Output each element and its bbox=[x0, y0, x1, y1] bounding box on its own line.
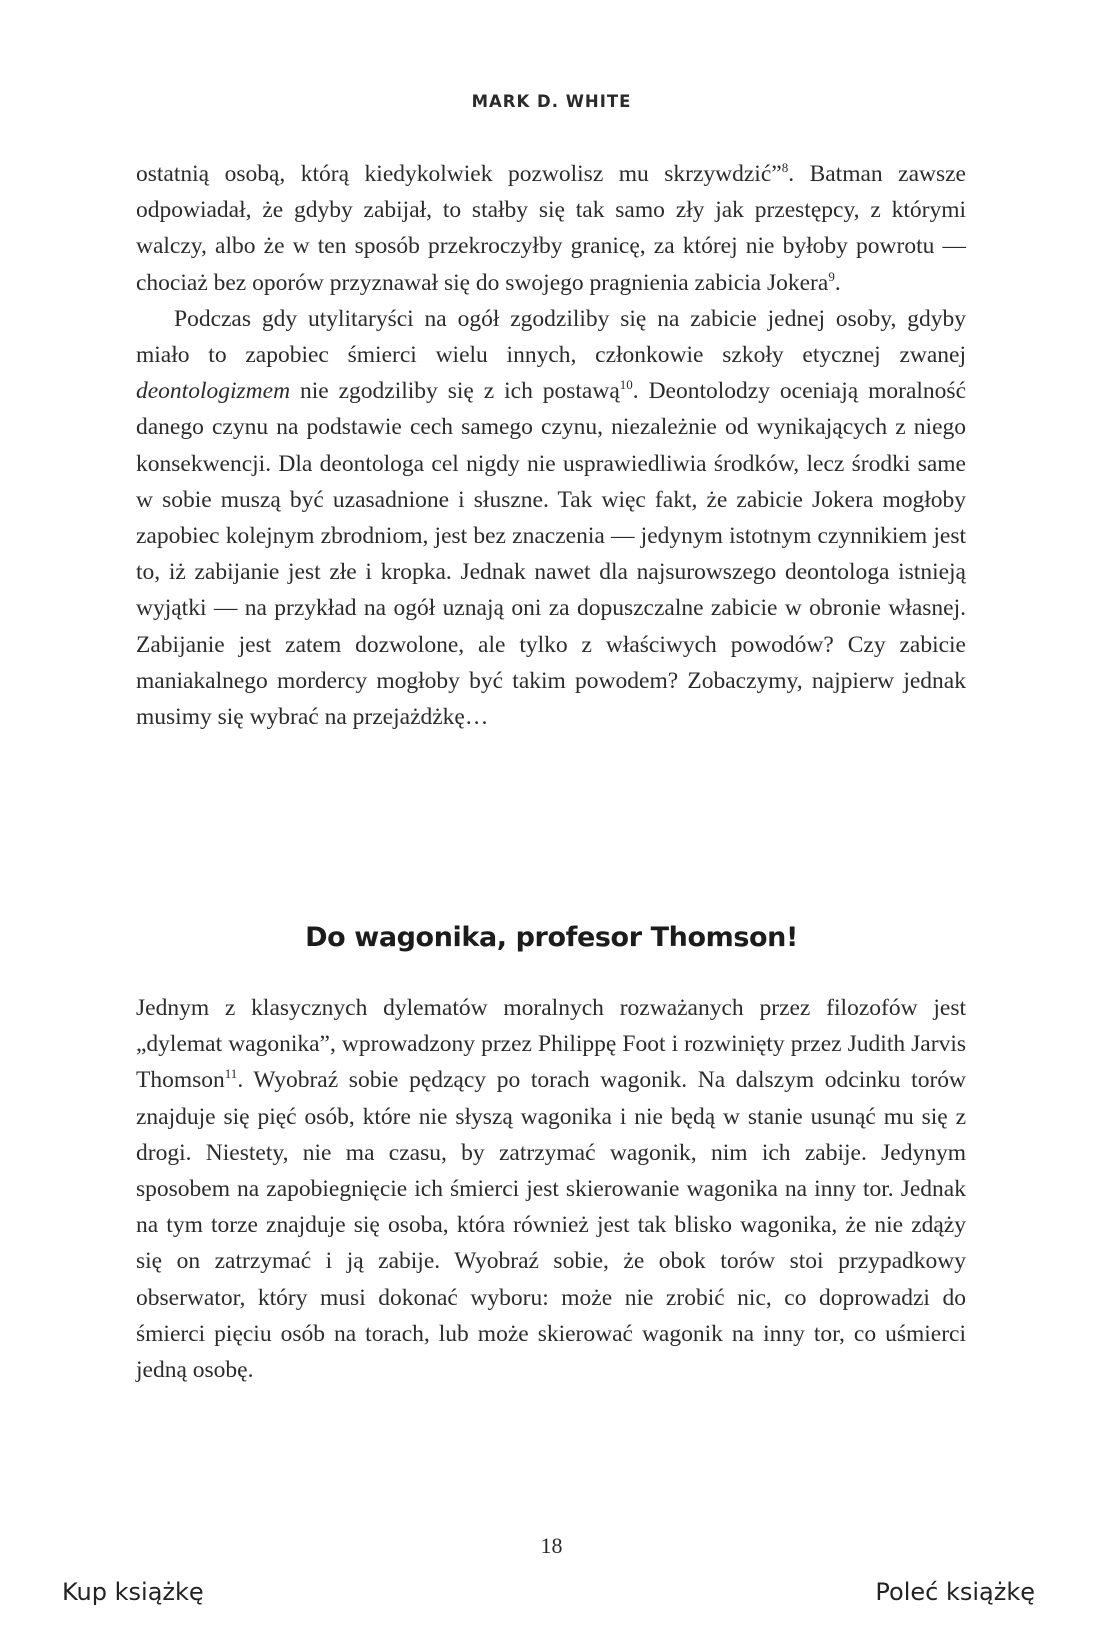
paragraph-2-text-a: Podczas gdy utylitaryści na ogół zgodziliby się na zabicie jednej osoby, gdyby miało to zapobiec śmierci wielu innych, członkowie szkoły etycznej zwanej bbox=[136, 305, 966, 369]
paragraph-3-text-b: . Wyobraź sobie pędzący po torach wagonik. Na dalszym odcinku torów znajduje się pięć osób, które nie słyszą wagonika i nie będą w stanie usunąć mu się z drogi. Niestety, nie ma czasu, by zatrzymać wagonik, nim ich zabije. Jedynym sposobem na zapobiegnięcie ich śmierci jest skierowanie wagonika na inny tor. Jednak na tym torze znajduje się osoba, która również jest tak blisko wagonika, że nie zdąży się on zatrzymać i ją zabije. Wyobraź sobie, że obok torów stoi przypadkowy obserwator, który musi dokonać wyboru: może nie zrobić nic, co doprowadzi do śmierci pięciu osób na torach, lub może skierować wagonik na inny tor, co uśmierci jedną osobę. bbox=[136, 1067, 966, 1384]
running-header: MARK D. WHITE bbox=[471, 92, 632, 111]
footnote-ref-11: 11 bbox=[224, 1066, 238, 1082]
section-heading: Do wagonika, profesor Thomson! bbox=[305, 922, 798, 953]
footnote-ref-8: 8 bbox=[781, 160, 789, 175]
footnote-ref-9: 9 bbox=[828, 268, 835, 284]
paragraph-2-emphasis: deontologizmem bbox=[136, 378, 291, 405]
page-number: 18 bbox=[540, 1533, 563, 1558]
paragraph-1-text-a: ostatnią osobą, którą kiedykolwiek pozwolisz mu skrzywdzić” bbox=[136, 161, 782, 187]
paragraph-1-text-c: . bbox=[834, 269, 841, 296]
paragraph-1-text-b: . Batman zawsze odpowiadał, że gdyby zabijał, to stałby się tak samo zły jak przestępcy, z którymi walczy, albo że w ten sposób przekroczyłby granicę, za której nie byłoby powrotu — chociaż bez oporów przyznawał się do swojego pragnienia zabicia Jokera bbox=[136, 161, 966, 296]
body-text-lower bbox=[136, 990, 966, 1388]
paragraph-3-text-a: Jednym z klasycznych dylematów moralnych rozważanych przez filozofów jest „dylemat wagonika”, wprowadzony przez Philippę Foot i rozwinięty przez Judith Jarvis Thomson bbox=[136, 995, 966, 1094]
body-text-upper bbox=[136, 156, 966, 735]
paragraph-2 bbox=[136, 301, 966, 735]
recommend-book-link[interactable]: Poleć książkę bbox=[875, 1578, 1035, 1606]
paragraph-3 bbox=[136, 990, 966, 1388]
footnote-ref-10: 10 bbox=[619, 377, 633, 393]
paragraph-2-text-c: . Deontolodzy oceniają moralność danego czynu na podstawie cech samego czynu, niezależnie od wynikających z niego konsekwencji. Dla deontologa cel nigdy nie usprawiedliwia środków, lecz środki same w sobie muszą być uzasadnione i słuszne. Tak więc fakt, że zabicie Jokera mogłoby zapobiec kolejnym zbrodniom, jest bez znaczenia — jedynym istotnym czynnikiem jest to, iż zabijanie jest złe i kropka. Jednak nawet dla najsurowszego deontologa istnieją wyjątki — na przykład na ogół uznają oni za dopuszczalne zabicie w obronie własnej. Zabijanie jest zatem dozwolone, ale tylko z właściwych powodów? Czy zabicie maniakalnego mordercy mogłoby być takim powodem? Zobaczymy, najpierw jednak musimy się wybrać na przejażdżkę… bbox=[136, 378, 966, 731]
paragraph-2-text-b: nie zgodziliby się z ich postawą bbox=[290, 378, 620, 405]
paragraph-1 bbox=[136, 156, 966, 301]
buy-book-link[interactable]: Kup książkę bbox=[62, 1578, 204, 1606]
